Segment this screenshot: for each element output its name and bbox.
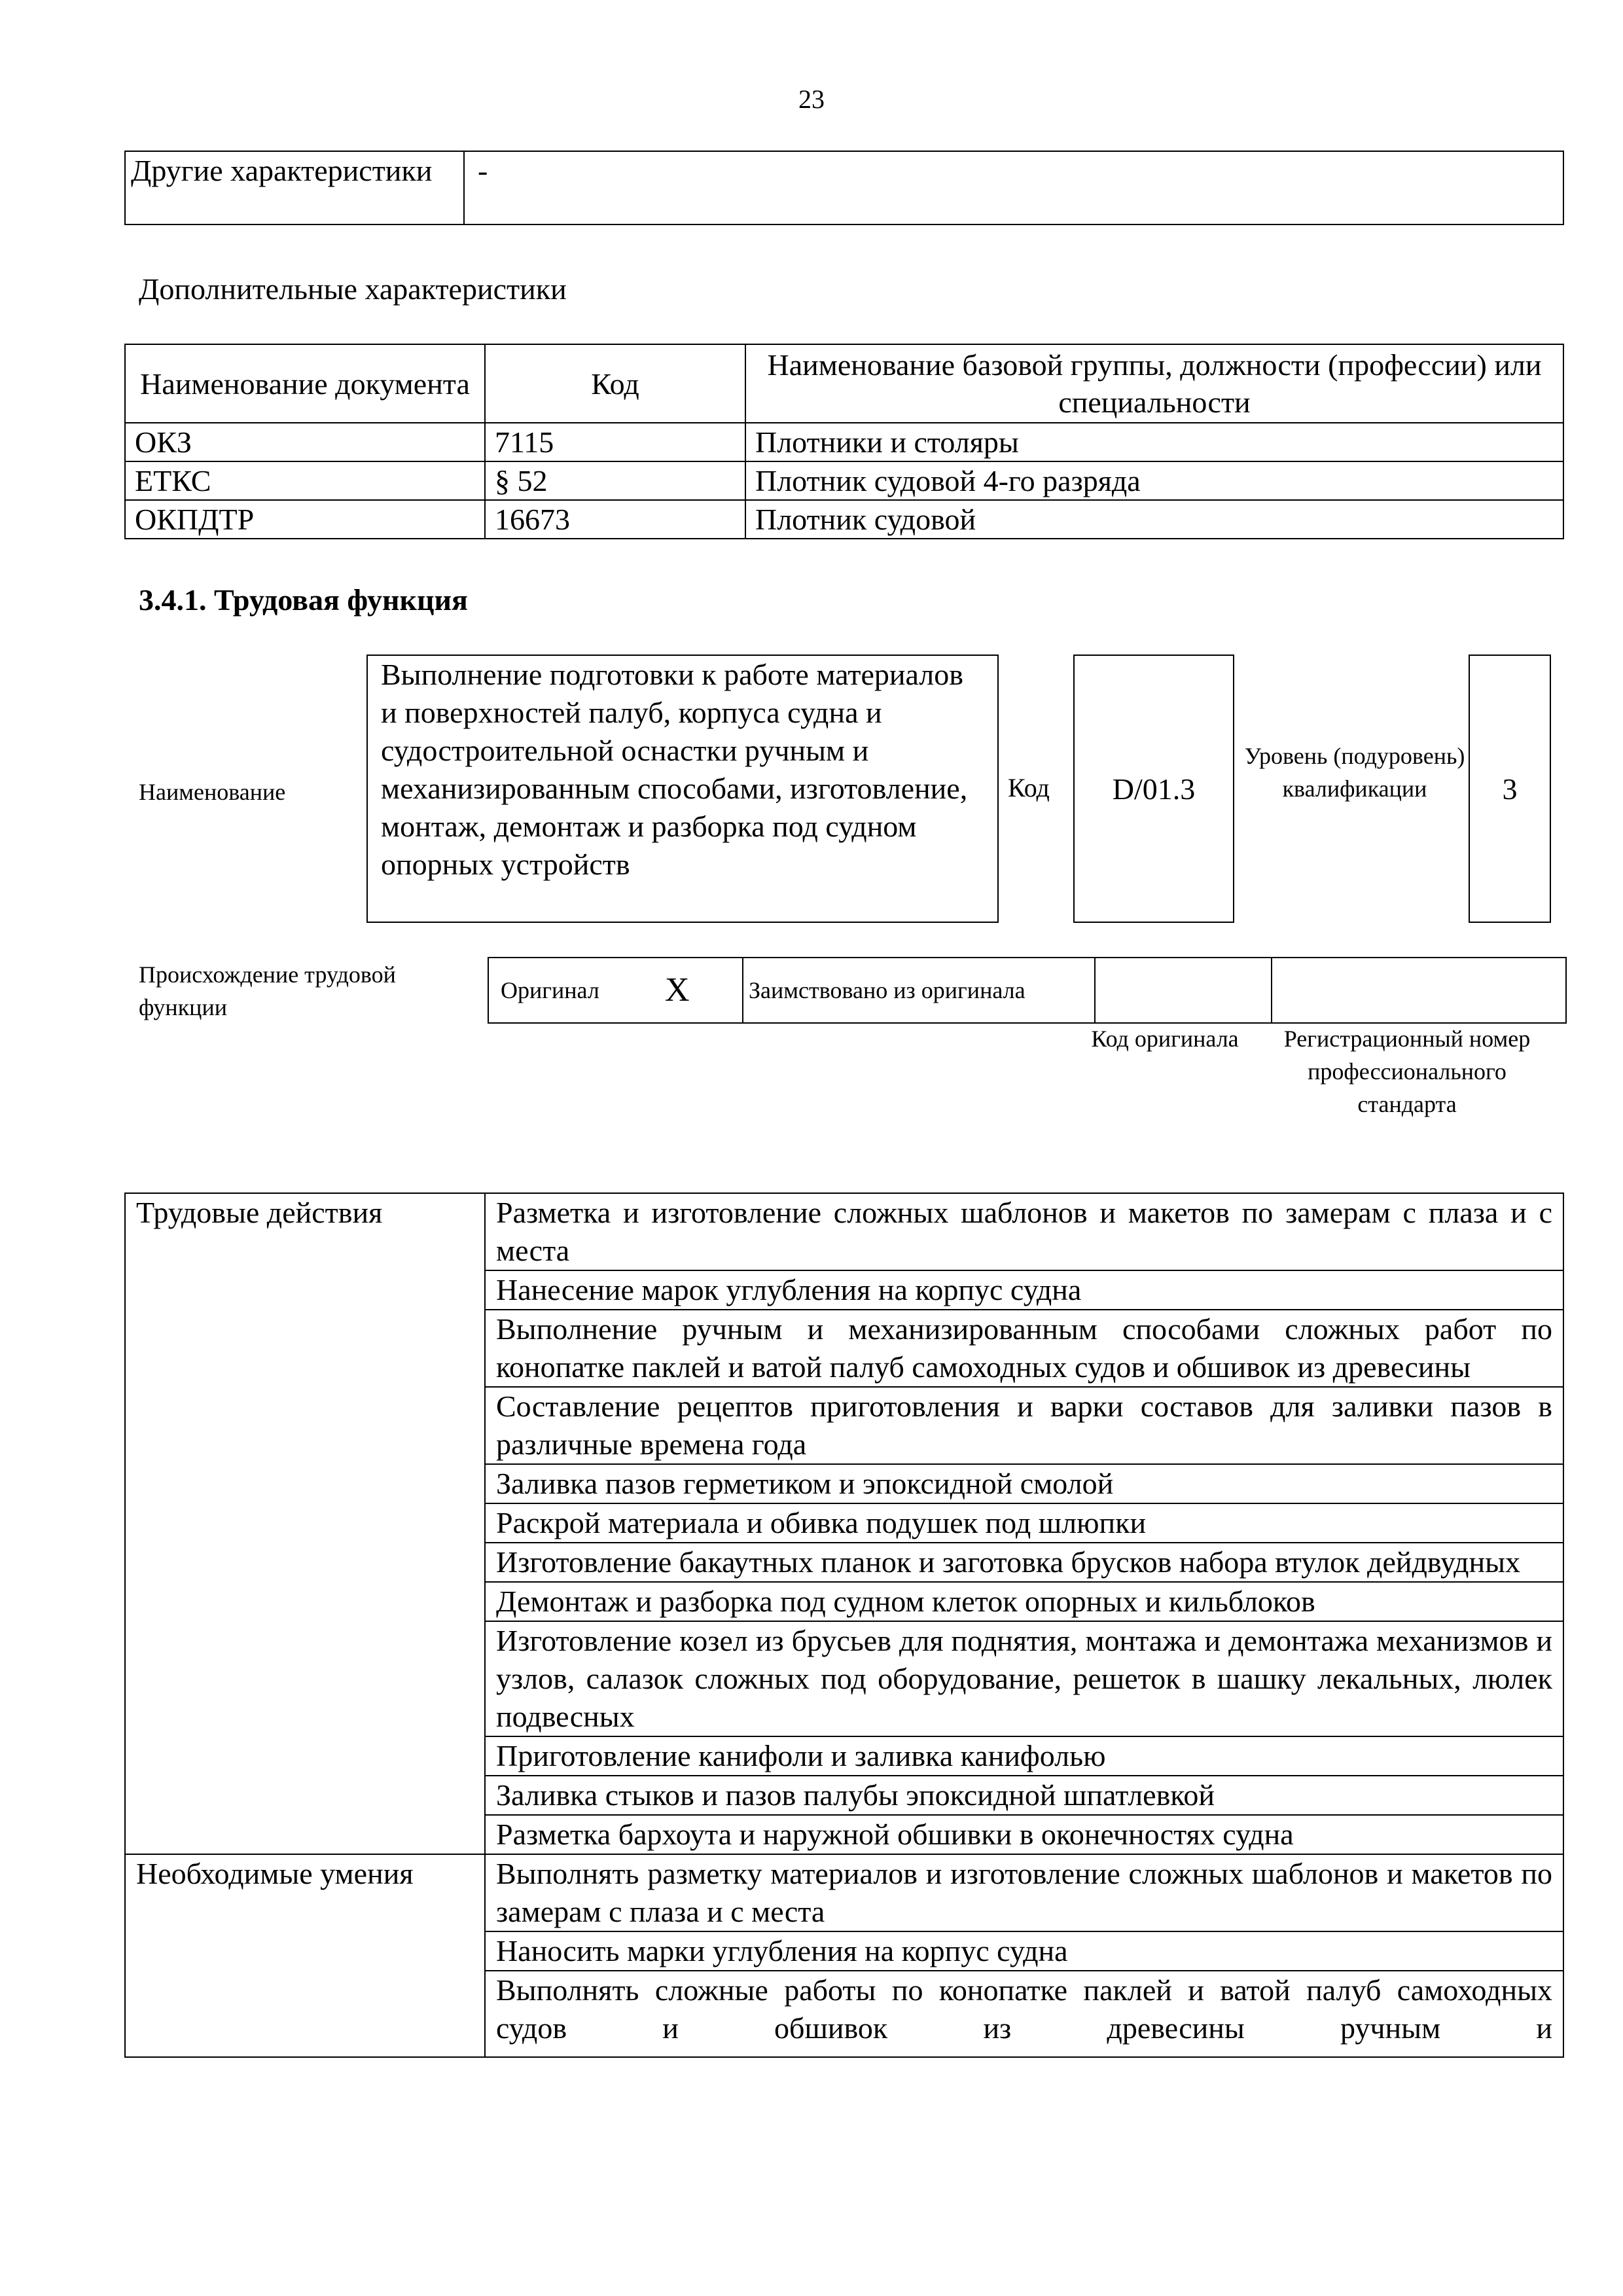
row-code: 7115 [485, 423, 745, 461]
table-row [125, 461, 1563, 500]
skill-item: Выполнять разметку материалов и изготовление сложных шаблонов и макетов по замерам с плаза и с места [485, 1854, 1563, 1931]
skill-item: Наносить марки углубления на корпус судна [485, 1931, 1563, 1971]
qualification-level-label: Уровень (подуровень) квалификации [1244, 743, 1465, 802]
function-code-box: D/01.3 [1073, 655, 1234, 923]
reg-number-caption: Регистрационный номер профессионального стандарта [1283, 1026, 1531, 1117]
original-mark: X [660, 958, 743, 1023]
action-item: Изготовление бакаутных планок и заготовка брусков набора втулок дейдвудных [485, 1543, 1563, 1582]
row-document: ОКПДТР [125, 500, 485, 539]
reg-number-cell [1272, 958, 1566, 1023]
original-label: Оригинал [488, 958, 660, 1023]
original-code-caption: Код оригинала [1091, 1026, 1239, 1052]
action-item: Изготовление козел из брусьев для поднятия, монтажа и демонтажа механизмов и узлов, салазок сложных под оборудование, решеток в шашку лекальных, люлек подвесных [485, 1621, 1563, 1736]
table-row [125, 423, 1563, 461]
header-document: Наименование документа [125, 344, 485, 423]
section-heading: 3.4.1. Трудовая функция [139, 583, 468, 617]
actions-label: Трудовые действия [125, 1193, 485, 1854]
header-group-name: Наименование базовой группы, должности (профессии) или специальности [745, 344, 1563, 423]
name-label: Наименование [139, 779, 286, 805]
table-row [125, 1193, 1563, 1270]
action-item: Приготовление канифоли и заливка канифолью [485, 1736, 1563, 1776]
action-item: Демонтаж и разборка под судном клеток опорных и кильблоков [485, 1582, 1563, 1621]
skills-label: Необходимые умения [125, 1854, 485, 2057]
origin-label: Происхождение трудовой функции [139, 961, 396, 1020]
other-characteristics-label: Другие характеристики [125, 151, 464, 224]
actions-skills-table [124, 1193, 1564, 2058]
classification-header-row [125, 344, 1563, 423]
table-row [125, 500, 1563, 539]
row-document: ОКЗ [125, 423, 485, 461]
row-code: 16673 [485, 500, 745, 539]
skill-item-text: Выполнять сложные работы по конопатке паклей и ватой палуб самоходных судов и обшивок из древесины ручным и [496, 1973, 1552, 2045]
action-item: Разметка бархоута и наружной обшивки в оконечностях судна [485, 1815, 1563, 1854]
action-item: Заливка пазов герметиком и эпоксидной смолой [485, 1464, 1563, 1503]
borrowed-label: Заимствовано из оригинала [743, 958, 1095, 1023]
skill-item [485, 1971, 1563, 2057]
code-label: Код [1008, 773, 1050, 802]
row-group-name: Плотники и столяры [745, 423, 1563, 461]
action-item: Раскрой материала и обивка подушек под шлюпки [485, 1503, 1563, 1543]
action-item: Разметка и изготовление сложных шаблонов и макетов по замерам с плаза и с места [485, 1193, 1563, 1270]
header-code: Код [485, 344, 745, 423]
original-code-cell [1095, 958, 1272, 1023]
action-item: Выполнение ручным и механизированным способами сложных работ по конопатке паклей и ватой палуб самоходных судов и обшивок из древесины [485, 1310, 1563, 1387]
row-group-name: Плотник судовой 4-го разряда [745, 461, 1563, 500]
function-name-box: Выполнение подготовки к работе материалов и поверхностей палуб, корпуса судна и судостроительной оснастки ручным и механизированным способами, изготовление, монтаж, демонтаж и разборка под судном опорных устройств [366, 655, 999, 923]
page-number: 23 [798, 84, 825, 114]
action-item: Нанесение марок углубления на корпус судна [485, 1270, 1563, 1310]
other-characteristics-value: - [464, 151, 1563, 224]
row-document: ЕТКС [125, 461, 485, 500]
action-item: Составление рецептов приготовления и варки составов для заливки пазов в различные времена года [485, 1387, 1563, 1464]
classification-table [124, 344, 1564, 539]
action-item: Заливка стыков и пазов палубы эпоксидной шпатлевкой [485, 1776, 1563, 1815]
table-row [125, 1854, 1563, 1931]
other-characteristics-table [124, 151, 1564, 225]
origin-table [488, 957, 1567, 1024]
row-code: § 52 [485, 461, 745, 500]
qualification-level-box: 3 [1469, 655, 1551, 923]
additional-characteristics-title: Дополнительные характеристики [139, 272, 567, 306]
row-group-name: Плотник судовой [745, 500, 1563, 539]
